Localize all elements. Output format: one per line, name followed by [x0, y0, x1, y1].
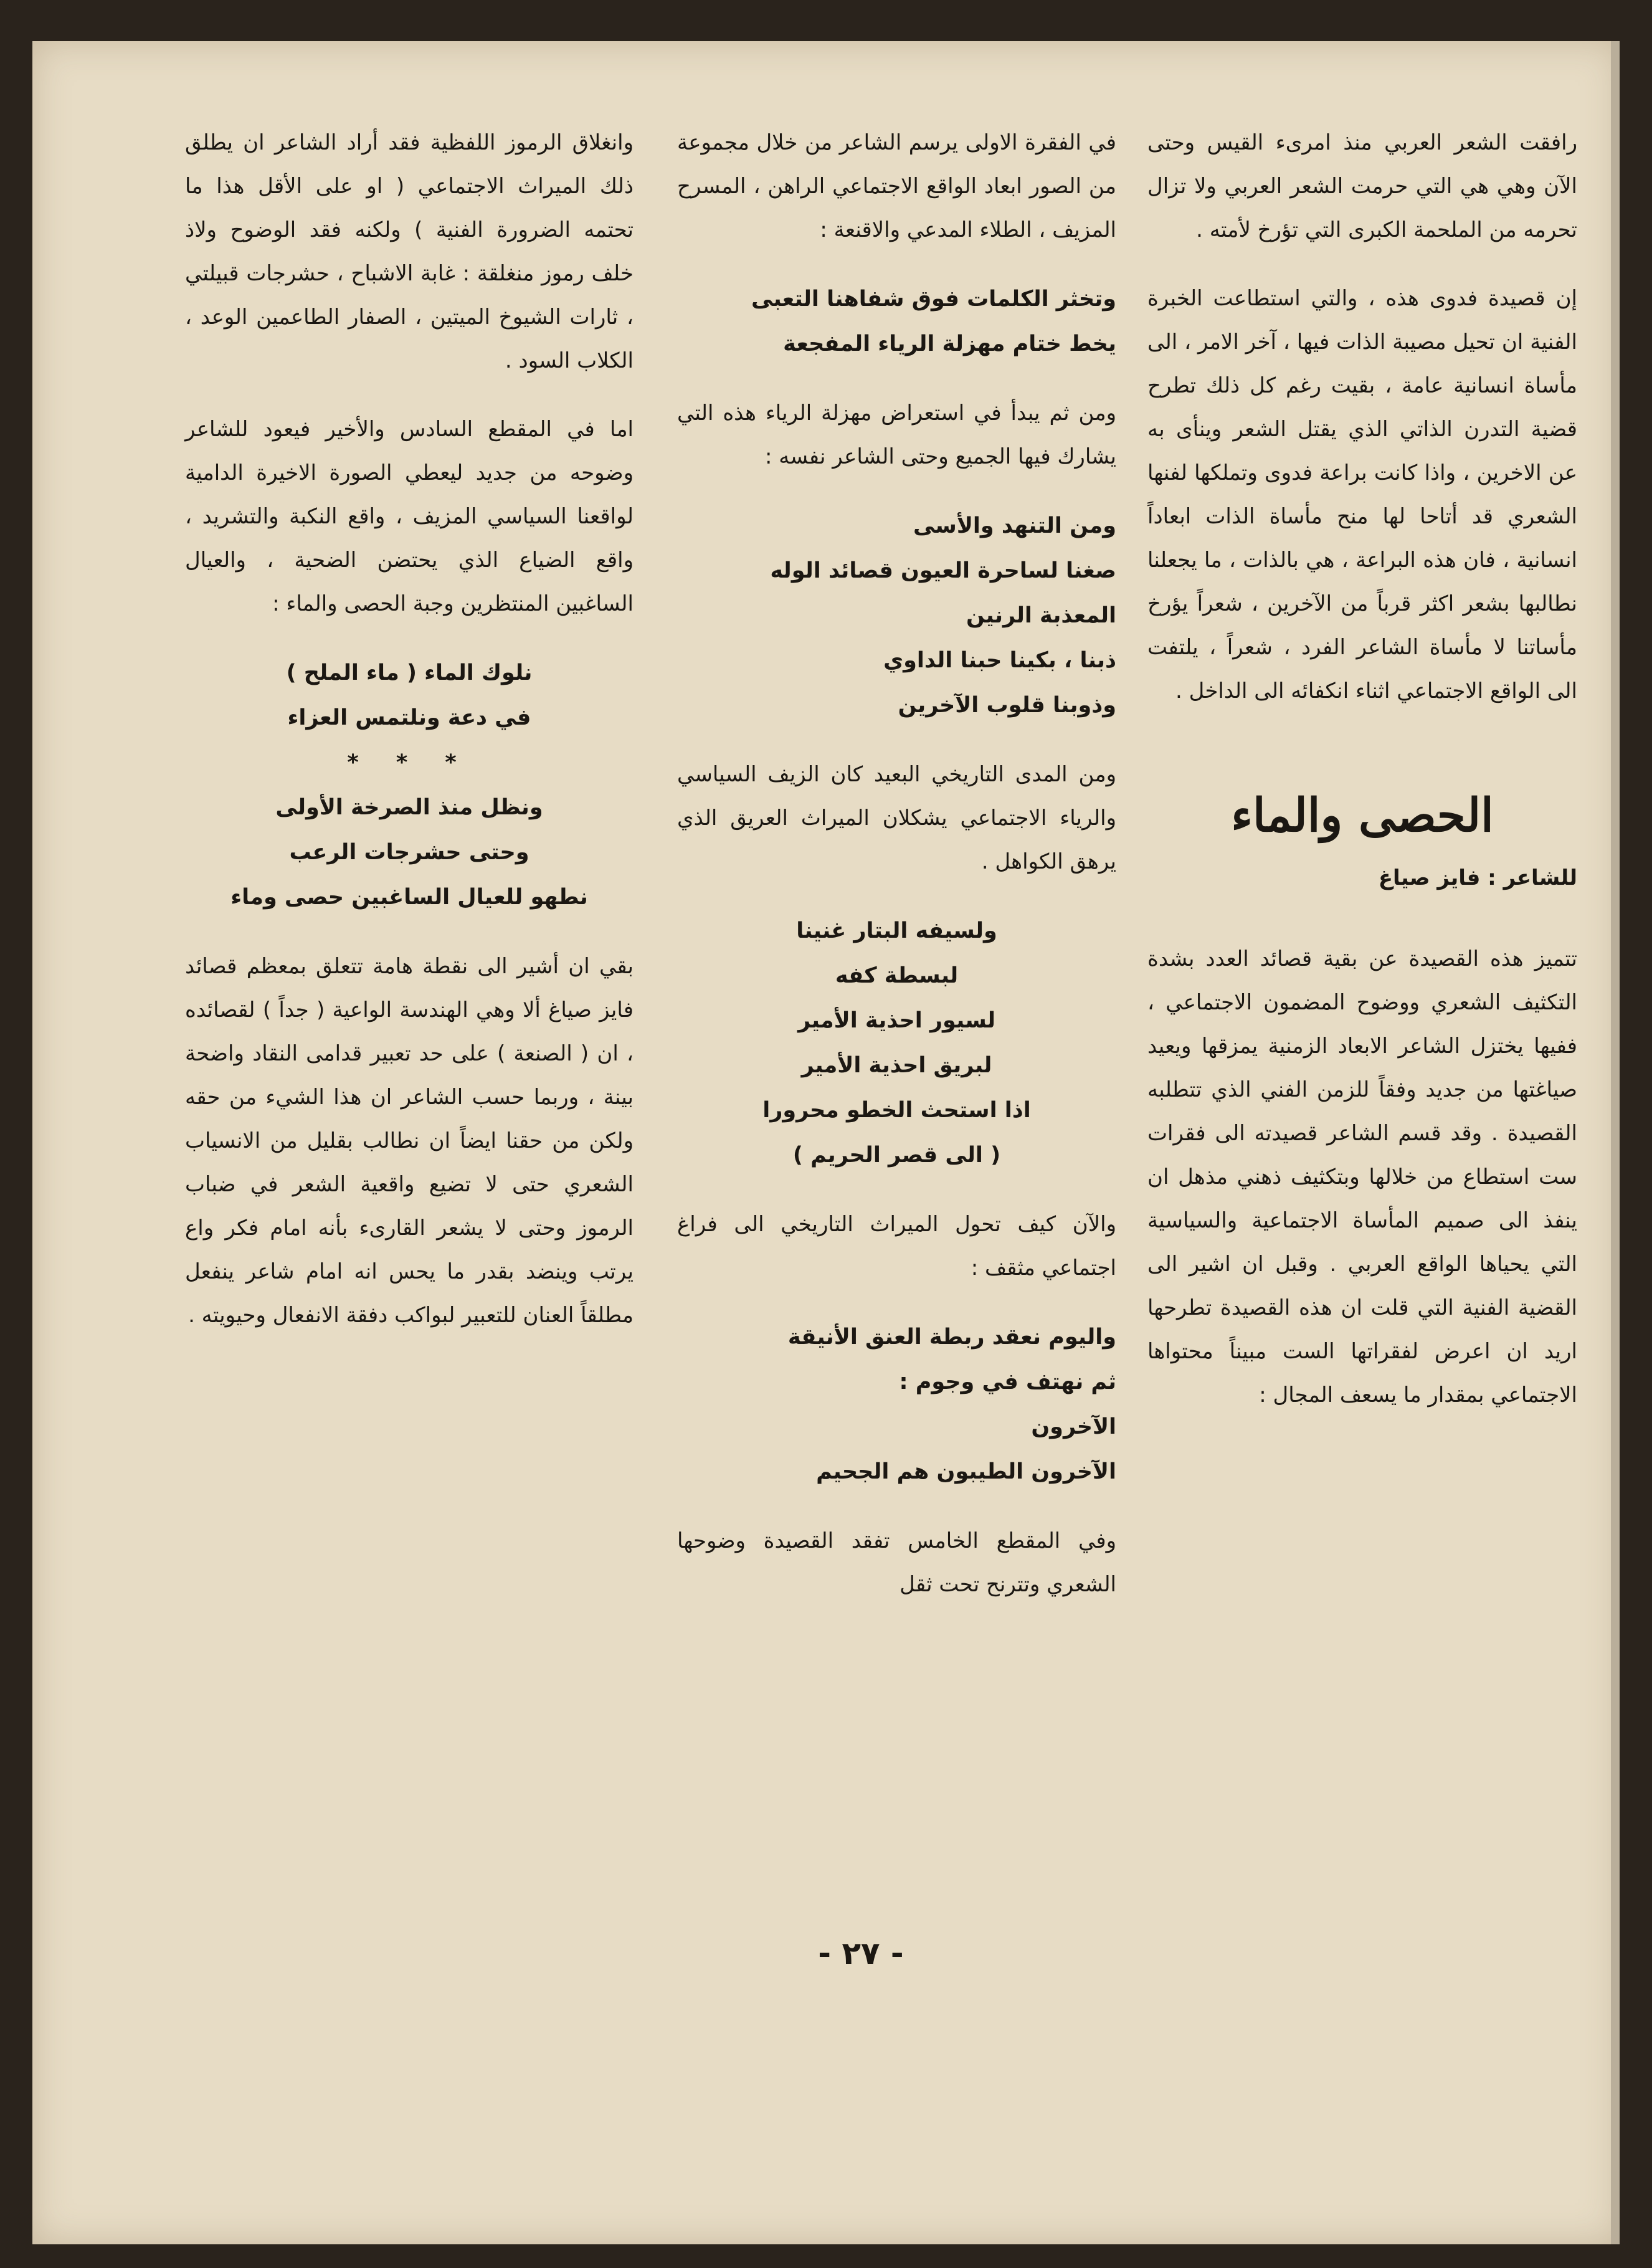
paragraph: ومن المدى التاريخي البعيد كان الزيف السياسي والرياء الاجتماعي يشكلان الميراث العريق الذي يرهق الكواهل .	[677, 762, 1116, 874]
verse-block	[677, 503, 1116, 728]
paragraph: تتميز هذه القصيدة عن بقية قصائد العدد بشدة التكثيف الشعري ووضوح المضمون الاجتماعي ، ففيها يختزل الشاعر الابعاد الزمنية يمزقها ويعيد صياغتها من جديد وفقاً للزمن الفني الذي تتطلبه القصيدة . وقد قسم الشاعر قصيدته الى فقرات ست استطاع من خلالها وبتكثيف ذهني مذهل ان ينفذ الى صميم المأساة الاجتماعية والسياسية التي يحياها الواقع العربي . وقبل ان اشير الى القضية الفنية التي قلت ان هذه القصيدة تطرحها اريد ان اعرض لفقراتها الست مبيناً محتواها الاجتماعي بمقدار ما يسعف المجال :	[1147, 946, 1577, 1408]
verse-line: وذوبنا قلوب الآخرين	[898, 693, 1116, 718]
paragraph: رافقت الشعر العربي منذ امرىء القيس وحتى الآن وهي هي التي حرمت الشعر العربي ولا تزال تحرمه من الملحمة الكبرى التي تؤرخ لأمته .	[1147, 130, 1577, 242]
verse-line: الآخرون	[1031, 1414, 1116, 1439]
verse-line: لسيور احذية الأمير	[797, 1008, 996, 1033]
page-edge	[1611, 41, 1620, 2244]
paragraph: اما في المقطع السادس والأخير فيعود للشاعر وضوحه من جديد ليعطي الصورة الاخيرة الدامية لواقعنا السياسي المزيف ، واقع النكبة والتشريد ، واقع الضياع الذي يحتضن الضحية ، والعيال الساغبين المنتظرين وجبة الحصى والماء :	[185, 417, 634, 616]
verse-line: واليوم نعقد ربطة العنق الأنيقة	[787, 1325, 1116, 1350]
magazine-page	[32, 41, 1620, 2244]
verse-block	[677, 1315, 1116, 1494]
verse-block	[677, 277, 1116, 366]
paragraph: وفي المقطع الخامس تفقد القصيدة وضوحها الشعري وتترنح تحت ثقل	[677, 1528, 1116, 1597]
verse-line: لبريق احذية الأمير	[801, 1053, 992, 1078]
verse-line: وحتى حشرجات الرعب	[289, 840, 529, 865]
verse-line: وتخثر الكلمات فوق شفاهنا التعبى	[751, 287, 1116, 312]
verse-line: ثم نهتف في وجوم :	[899, 1370, 1116, 1394]
verse-line: نلوك الماء ( ماء الملح )	[286, 660, 533, 685]
verse-line: نطهو للعيال الساغبين حصى وماء	[230, 885, 588, 910]
verse-line: الآخرون الطيبون هم الجحيم	[816, 1459, 1116, 1484]
verse-line: يخط ختام مهزلة الرياء المفجعة	[783, 331, 1116, 356]
paragraph: في الفقرة الاولى يرسم الشاعر من خلال مجموعة من الصور ابعاد الواقع الاجتماعي الراهن ، المسرح المزيف ، الطلاء المدعي والاقنعة :	[677, 130, 1116, 242]
paragraph: إن قصيدة فدوى هذه ، والتي استطاعت الخبرة الفنية ان تحيل مصيبة الذات فيها ، آخر الامر ، الى مأساة انسانية عامة ، بقيت رغم كل ذلك تطرح قضية التدرن الذاتي الذي يقتل الشعر وينأى به عن الاخرين ، واذا كانت براعة فدوى وتملكها لفنها الشعري قد أتاحا لها منح مأساة الذات ابعاداً انسانية ، فان هذه البراعة ، هي بالذات ، ما يجعلنا نطالبها بشعر اكثر قرباً من الآخرين ، شعراً يؤرخ مأساتنا لا مأساة الشاعر الفرد ، شعراً ، يلتفت الى الواقع الاجتماعي اثناء انكفائه الى الداخل .	[1147, 286, 1577, 703]
page-number: - ٢٧ -	[818, 1935, 904, 1971]
paragraph: بقي ان أشير الى نقطة هامة تتعلق بمعظم قصائد فايز صياغ ألا وهي الهندسة الواعية ( جداً ) لقصائده ، ان ( الصنعة ) على حد تعبير قدامى النقاد واضحة بينة ، وربما حسب الشاعر ان هذا الشيء من حقه ولكن من حقنا ايضاً ان نطالب بقليل من الانسياب الشعري حتى لا تضيع واقعية الشعر في ضباب الرموز وحتى لا يشعر القارىء بأنه امام فكر واع يرتب وينضد بقدر ما يحس انه امام شاعر ينفعل مطلقاً العنان للتعبير لبواكب دفقة الانفعال وحيويته .	[185, 954, 634, 1328]
verse-line: ذبنا ، بكينا حبنا الداوي	[883, 648, 1116, 673]
poet-byline: للشاعر : فايز صياغ	[1378, 865, 1577, 890]
verse-line: اذا استحث الخطو محرورا	[762, 1098, 1031, 1123]
verse-line: لبسطة كفه	[835, 963, 959, 988]
verse-line: صغنا لساحرة العيون قصائد الوله	[770, 558, 1116, 583]
verse-line: ( الى قصر الحريم )	[792, 1143, 1001, 1168]
paragraph: ومن ثم يبدأ في استعراض مهزلة الرياء هذه التي يشارك فيها الجميع وحتى الشاعر نفسه :	[677, 401, 1116, 469]
text-column-middle	[677, 121, 1116, 2040]
verse-block	[677, 908, 1116, 1178]
poem-title: الحصى والماء	[1231, 789, 1494, 842]
verse-line: ولسيفه البتار غنينا	[796, 918, 997, 943]
verse-block	[185, 650, 634, 920]
paragraph: وانغلاق الرموز اللفظية فقد أراد الشاعر ان يطلق ذلك الميراث الاجتماعي ( او على الأقل هذا ما تحتمه الضرورة الفنية ) ولكنه فقد الوضوح ولاذ خلف رموز منغلقة : غابة الاشباح ، حشرجات قبيلتي ، ثارات الشيوخ الميتين ، الصفار الطاعمين الوعد ، الكلاب السود .	[185, 130, 634, 373]
text-column-right	[1147, 121, 1577, 2040]
verse-line: المعذبة الرنين	[966, 603, 1116, 628]
verse-line: في دعة ونلتمس العزاء	[287, 705, 531, 730]
section-separator: * * *	[347, 750, 472, 775]
verse-line: ونظل منذ الصرخة الأولى	[275, 795, 543, 820]
verse-line: ومن التنهد والأسى	[913, 513, 1116, 538]
text-column-left	[185, 121, 634, 2040]
paragraph: والآن كيف تحول الميراث التاريخي الى فراغ اجتماعي مثقف :	[677, 1212, 1116, 1280]
